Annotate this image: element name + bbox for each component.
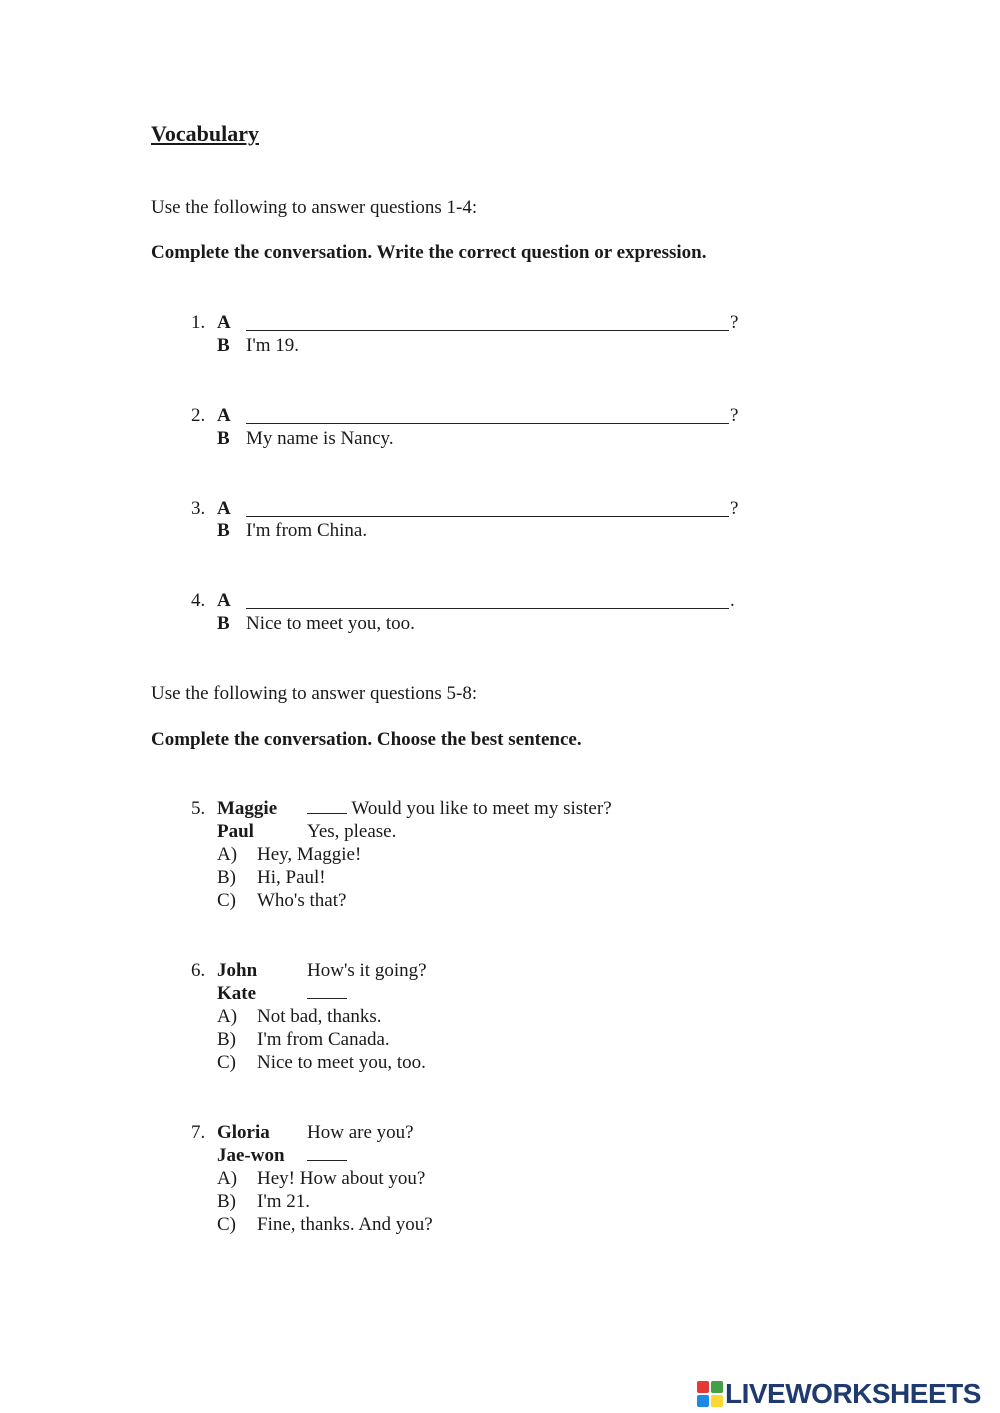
section1-heading: Complete the conversation. Write the correct question or expression. (151, 242, 707, 263)
question-number: 2. (191, 405, 206, 426)
answer-line[interactable] (246, 608, 729, 609)
option-letter[interactable]: A) (217, 1006, 238, 1027)
option-letter[interactable]: B) (217, 1191, 236, 1212)
speaker-a-label: A (217, 590, 231, 611)
question-number: 4. (191, 590, 206, 611)
option-text[interactable]: Hey! How about you? (257, 1168, 426, 1189)
answer-blank[interactable] (307, 1146, 347, 1161)
speaker-b-text: I'm 19. (246, 335, 300, 356)
answer-line[interactable] (246, 423, 729, 424)
line-end-mark: ? (730, 312, 739, 333)
option-letter[interactable]: B) (217, 867, 236, 888)
option-text[interactable]: Not bad, thanks. (257, 1006, 382, 1027)
question-number: 1. (191, 312, 206, 333)
answer-line[interactable] (246, 516, 729, 517)
speaker-b-label: B (217, 613, 230, 634)
speaker-1-text: How's it going? (307, 960, 427, 981)
answer-line[interactable] (246, 330, 729, 331)
option-text[interactable]: Hey, Maggie! (257, 844, 362, 865)
option-letter[interactable]: A) (217, 1168, 238, 1189)
option-text[interactable]: Hi, Paul! (257, 867, 326, 888)
speaker-1-name: Maggie (217, 798, 278, 819)
question-number: 7. (191, 1122, 206, 1143)
speaker-b-text: Nice to meet you, too. (246, 613, 415, 634)
speaker-1-name: John (217, 960, 258, 981)
speaker-1-text: Would you like to meet my sister? (351, 798, 612, 819)
option-text[interactable]: I'm from Canada. (257, 1029, 390, 1050)
speaker-a-label: A (217, 405, 231, 426)
option-letter[interactable]: C) (217, 1052, 236, 1073)
speaker-a-label: A (217, 498, 231, 519)
speaker-2-name: Kate (217, 983, 257, 1004)
speaker-2-line (307, 982, 347, 1005)
speaker-1-line (307, 797, 612, 820)
option-text[interactable]: Who's that? (257, 890, 347, 911)
section2-instruction: Use the following to answer questions 5-8: (151, 683, 478, 704)
speaker-1-text: How are you? (307, 1122, 414, 1143)
speaker-1-name: Gloria (217, 1122, 270, 1143)
option-letter[interactable]: A) (217, 844, 238, 865)
section2-heading: Complete the conversation. Choose the best sentence. (151, 729, 582, 750)
option-letter[interactable]: B) (217, 1029, 236, 1050)
speaker-2-name: Paul (217, 821, 254, 842)
speaker-b-text: My name is Nancy. (246, 428, 394, 449)
option-text[interactable]: Nice to meet you, too. (257, 1052, 426, 1073)
speaker-a-label: A (217, 312, 231, 333)
answer-blank[interactable] (307, 984, 347, 999)
liveworksheets-logo-icon (697, 1381, 723, 1407)
question-number: 3. (191, 498, 206, 519)
line-end-mark: ? (730, 405, 739, 426)
page-title: Vocabulary (151, 121, 259, 146)
speaker-2-name: Jae-won (217, 1145, 285, 1166)
answer-blank[interactable] (307, 799, 347, 814)
line-end-mark: . (730, 590, 735, 611)
speaker-b-label: B (217, 520, 230, 541)
speaker-b-label: B (217, 335, 230, 356)
option-text[interactable]: Fine, thanks. And you? (257, 1214, 433, 1235)
option-letter[interactable]: C) (217, 890, 236, 911)
speaker-2-text: Yes, please. (307, 821, 397, 842)
speaker-b-text: I'm from China. (246, 520, 368, 541)
option-text[interactable]: I'm 21. (257, 1191, 311, 1212)
speaker-2-line (307, 1144, 347, 1167)
speaker-b-label: B (217, 428, 230, 449)
brand-name: LIVEWORKSHEETS (725, 1378, 981, 1409)
section1-instruction: Use the following to answer questions 1-4: (151, 197, 478, 218)
liveworksheets-logo (697, 1378, 981, 1410)
question-number: 5. (191, 798, 206, 819)
question-number: 6. (191, 960, 206, 981)
line-end-mark: ? (730, 498, 739, 519)
option-letter[interactable]: C) (217, 1214, 236, 1235)
